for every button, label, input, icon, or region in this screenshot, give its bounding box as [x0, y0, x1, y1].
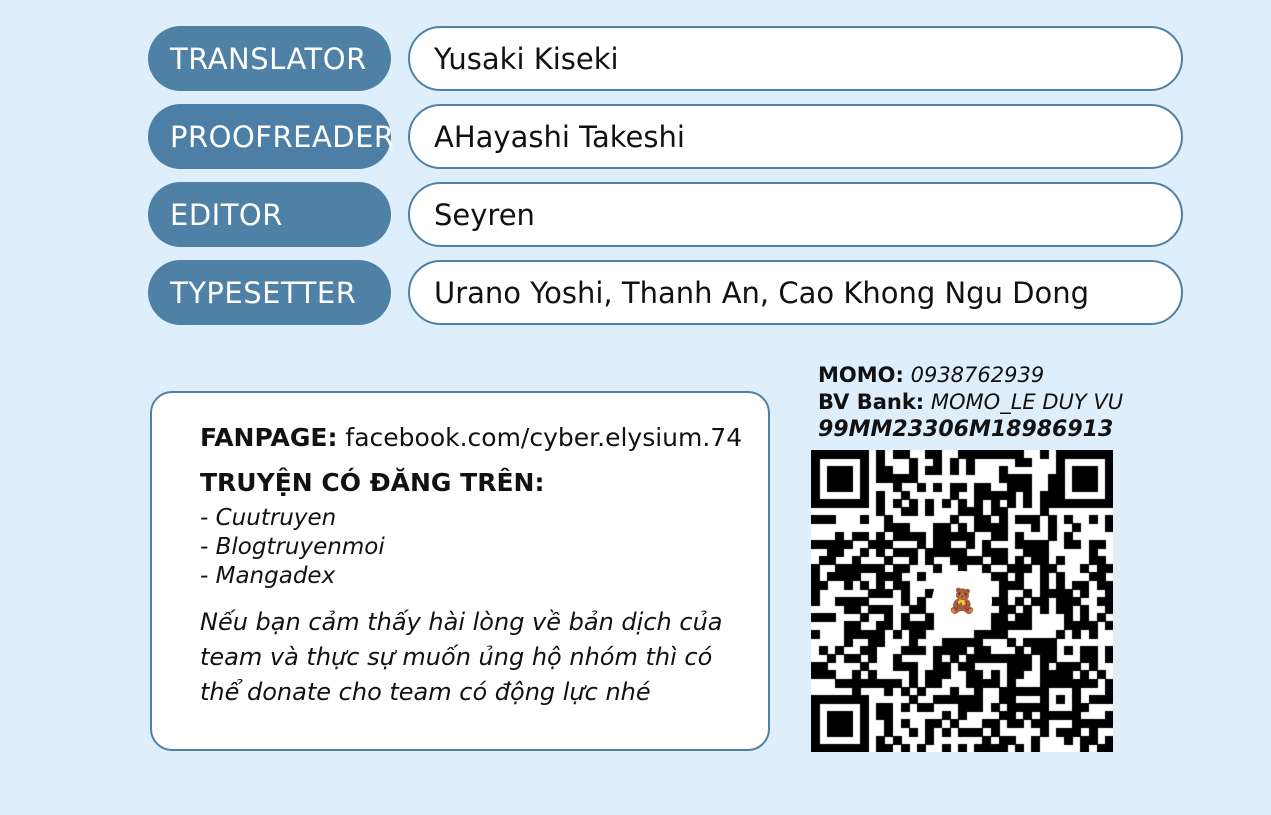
posted-heading: TRUYỆN CÓ ĐĂNG TRÊN:	[200, 468, 545, 497]
role-value-proofreader: AHayashi Takeshi	[408, 104, 1183, 169]
fanpage-line	[200, 423, 743, 452]
role-value-editor: Seyren	[408, 182, 1183, 247]
role-label-proofreader: PROOFREADER	[148, 104, 391, 169]
chibi-icon: 🧸	[947, 587, 977, 615]
momo-value: 0938762939	[910, 363, 1045, 387]
qr-center-logo-icon	[932, 571, 992, 631]
site-item: - Mangadex	[200, 563, 336, 589]
info-card	[150, 391, 770, 751]
bank-value: MOMO_LE DUY VU	[930, 389, 1124, 414]
bank-label: BV Bank:	[818, 389, 925, 414]
credit-row	[148, 182, 1183, 247]
fanpage-label: FANPAGE:	[200, 423, 338, 452]
site-item: - Cuutruyen	[200, 505, 337, 531]
payment-info	[818, 362, 1148, 444]
role-label-translator: TRANSLATOR	[148, 26, 391, 91]
fanpage-value: facebook.com/cyber.elysium.74	[345, 423, 743, 452]
credit-row	[148, 260, 1183, 325]
site-item: - Blogtruyenmoi	[200, 534, 385, 560]
role-value-translator: Yusaki Kiseki	[408, 26, 1183, 91]
credit-row	[148, 26, 1183, 91]
credits-list	[148, 26, 1183, 338]
account-number: 99MM23306M18986913	[818, 416, 1114, 442]
credit-row	[148, 104, 1183, 169]
bank-line	[818, 389, 1148, 416]
role-value-typesetter: Urano Yoshi, Thanh An, Cao Khong Ngu Dong	[408, 260, 1183, 325]
role-label-typesetter: TYPESETTER	[148, 260, 391, 325]
qr-code	[811, 450, 1113, 752]
role-label-editor: EDITOR	[148, 182, 391, 247]
donate-text: Nếu bạn cảm thấy hài lòng về bản dịch của team và thực sự muốn ủng hộ nhóm thì có thể donate cho team có động lực nhé	[200, 608, 723, 706]
momo-label: MOMO:	[818, 363, 904, 387]
momo-line	[818, 362, 1148, 389]
